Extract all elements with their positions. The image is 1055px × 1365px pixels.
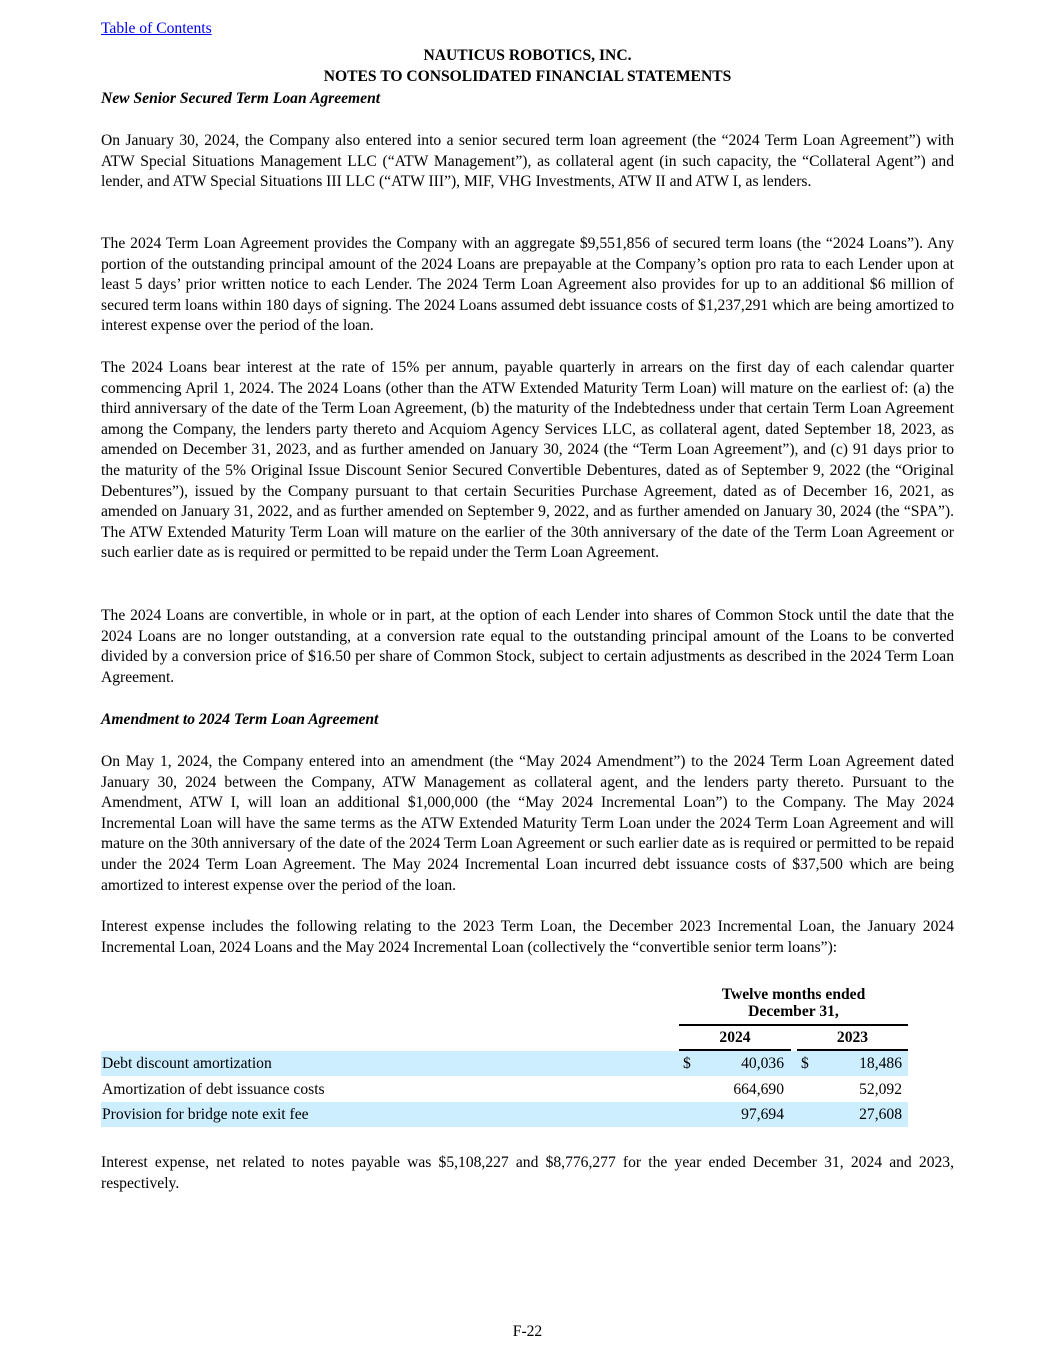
value-2024: 664,690 (733, 1081, 784, 1098)
page-title: NOTES TO CONSOLIDATED FINANCIAL STATEMENTS (323, 68, 732, 85)
paragraph-2024-loans-conversion: The 2024 Loans are convertible, in whole or in part, at the option of each Lender into shares of Common Stock until the date that the 2024 Loans are no longer outstanding, at a conversion rate equal to the outstanding principal amount of the Loans to be converted divided by a conversion price of $16.50 per share of Common Stock, subject to certain adjustments as described in the 2024 Term Loan Agreement. (101, 607, 954, 686)
paragraph-interest-expense-net: Interest expense, net related to notes payable was $5,108,227 and $8,776,277 for the year ended December 31, 2024 and 2023, respectively. (101, 1154, 954, 1192)
paragraph-2024-loans-interest: The 2024 Loans bear interest at the rate of 15% per annum, payable quarterly in arrears on the first day of each calendar quarter commencing April 1, 2024. The 2024 Loans (other than the ATW Extended Maturity Term Loan) will mature on the earliest of: (a) the third anniversary of the date of the Term Loan Agreement, (b) the maturity of the Indebtedness under that certain Term Loan Agreement among the Company, the lenders party thereto and Acquiom Agency Services LLC, as collateral agent, dated September 18, 2023, as amended on December 31, 2023, and as further amended on January 30, 2024 (the “Term Loan Agreement”), and (c) 91 days prior to the maturity of the 5% Original Issue Discount Senior Secured Convertible Debentures, dated as of September 9, 2022 (the “Original Debentures”), issued by the Company pursuant to that certain Securities Purchase Agreement, dated as of December 16, 2021, as amended on January 31, 2022, and as further amended on September 9, 2022, and as further amended on January 30, 2024 (the “SPA”). The ATW Extended Maturity Term Loan will mature on the earlier of the 30th anniversary of the date of the Term Loan Agreement or such earlier date as is required or permitted to be repaid under the Term Loan Agreement. (101, 359, 954, 562)
period-header (679, 986, 908, 1020)
column-header-2023: 2023 (836, 1029, 869, 1046)
company-name: NAUTICUS ROBOTICS, INC. (423, 47, 632, 64)
row-label: Debt discount amortization (102, 1055, 272, 1072)
row-label: Amortization of debt issuance costs (102, 1081, 325, 1098)
value-2023: 27,608 (859, 1106, 902, 1123)
value-2024: 97,694 (741, 1106, 784, 1123)
section-heading-senior-secured: New Senior Secured Term Loan Agreement (101, 90, 381, 107)
value-2024: 40,036 (741, 1055, 784, 1072)
currency-symbol-2023: $ (801, 1055, 809, 1072)
paragraph-interest-expense-intro: Interest expense includes the following relating to the 2023 Term Loan, the December 2023 Incremental Loan, the January 2024 Incremental Loan, 2024 Loans and the May 2024 Incremental Loan (collectively the “convertible senior term loans”): (101, 918, 954, 956)
table-row (101, 1077, 908, 1102)
period-header-line2: December 31, (748, 1003, 839, 1020)
page-number: F-22 (512, 1323, 543, 1340)
currency-symbol-2024: $ (683, 1055, 691, 1072)
table-of-contents-link[interactable]: Table of Contents (101, 20, 212, 37)
section-heading-amendment: Amendment to 2024 Term Loan Agreement (101, 711, 379, 728)
value-2023: 18,486 (859, 1055, 902, 1072)
table-row (101, 1102, 908, 1127)
paragraph-may-2024-amendment: On May 1, 2024, the Company entered into an amendment (the “May 2024 Amendment”) to the 2024 Term Loan Agreement dated January 30, 2024 between the Company, ATW Management as collateral agent, and the lenders party thereto. Pursuant to the Amendment, ATW I, will loan an additional $1,000,000 (the “May 2024 Incremental Loan”) to the Company. The May 2024 Incremental Loan will have the same terms as the ATW Extended Maturity Term Loan under the 2024 Term Loan Agreement and will mature on the 30th anniversary of the date of the 2024 Term Loan Agreement or such earlier date as is required or permitted to be repaid under the 2024 Term Loan Agreement. The May 2024 Incremental Loan incurred debt issuance costs of $37,500 which are being amortized to interest expense over the period of the loan. (101, 753, 954, 894)
paragraph-2024-loans-amount: The 2024 Term Loan Agreement provides the Company with an aggregate $9,551,856 of secured term loans (the “2024 Loans”). Any portion of the outstanding principal amount of the 2024 Loans are prepayable at the Company’s option pro rata to each Lender upon at least 5 days’ prior written notice to each Lender. The 2024 Term Loan Agreement also provides for up to an additional $6 million of secured term loans within 180 days of signing. The 2024 Loans assumed debt issuance costs of $1,237,291 which are being amortized to interest expense over the period of the loan. (101, 235, 954, 335)
table-row (101, 1051, 908, 1076)
value-2023: 52,092 (859, 1081, 902, 1098)
row-label: Provision for bridge note exit fee (102, 1106, 309, 1123)
paragraph-2024-term-loan-intro: On January 30, 2024, the Company also entered into a senior secured term loan agreement (the “2024 Term Loan Agreement”) with ATW Special Situations Management LLC (“ATW Management”), as collateral agent (in such capacity, the “Collateral Agent”) and lender, and ATW Special Situations III LLC (“ATW III”), MIF, VHG Investments, ATW II and ATW I, as lenders. (101, 132, 954, 191)
column-header-2024: 2024 (719, 1029, 751, 1046)
header-rule (679, 1024, 908, 1026)
period-header-line1: Twelve months ended (721, 986, 866, 1003)
